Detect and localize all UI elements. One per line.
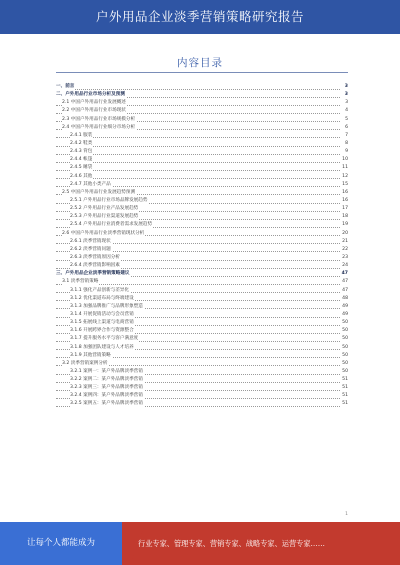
toc-leader-dots [56, 178, 340, 179]
toc-leader-dots [56, 162, 340, 163]
toc-leader-dots [56, 170, 340, 171]
toc-entry-page: 51 [341, 376, 348, 384]
toc-entry[interactable] [56, 319, 348, 327]
toc-entry-title: 3.2.2 案例二：某户外品牌淡季营销 [70, 376, 144, 384]
toc-entry-page: 6 [344, 124, 348, 132]
toc-entry[interactable] [56, 327, 348, 335]
toc-entry[interactable] [56, 99, 348, 107]
toc-entry[interactable] [56, 148, 348, 156]
toc-entry-page: 22 [341, 246, 348, 254]
toc-entry-title: 3.1.1 强化产品创新与差异化 [70, 287, 130, 295]
toc-entry-title: 2.5.3 户外用品行业渠道发展趋势 [70, 213, 139, 221]
toc-entry-title: 3.1.5 拓展线上渠道与电商营销 [70, 319, 135, 327]
toc-entry-title: 3.1 淡季营销策略 [62, 278, 99, 286]
toc-entry-page: 49 [341, 303, 348, 311]
page-number: 1 [345, 512, 348, 517]
toc-entry[interactable] [56, 221, 348, 229]
toc-entry[interactable] [56, 335, 348, 343]
toc-entry[interactable] [56, 303, 348, 311]
toc-entry[interactable] [56, 83, 348, 91]
toc-entry[interactable] [56, 278, 348, 286]
toc-entry[interactable] [56, 392, 348, 400]
toc-entry-title: 2.5.1 户外用品行业市场品牌发展趋势 [70, 197, 148, 205]
toc-entry[interactable] [56, 376, 348, 384]
toc-entry[interactable] [56, 140, 348, 148]
toc-entry-title: 2.1 中国户外用品行业发展概述 [62, 99, 127, 107]
toc-entry-page: 47 [341, 287, 348, 295]
toc-entry-page: 8 [344, 140, 348, 148]
toc-entry-page: 16 [341, 189, 348, 197]
toc-entry-title: 2.4.2 鞋类 [70, 140, 93, 148]
toc-entry-title: 2.5.2 户外用品行业产品发展趋势 [70, 205, 139, 213]
toc-entry-page: 47 [341, 270, 348, 278]
toc-entry-title: 2.4.1 服装 [70, 132, 93, 140]
toc-entry-page: 50 [341, 368, 348, 376]
toc-entry-title: 2.6.1 淡季营销现状 [70, 238, 112, 246]
toc-entry-title: 2.4.7 其他小类产品 [70, 181, 112, 189]
toc-entry-page: 50 [341, 319, 348, 327]
toc-entry[interactable] [56, 270, 348, 278]
toc-entry-title: 2.4 中国户外用品行业细分市场分析 [62, 124, 136, 132]
toc-entry[interactable] [56, 189, 348, 197]
toc-entry-page: 24 [341, 262, 348, 270]
toc-entry-page: 50 [341, 344, 348, 352]
toc-entry-page: 51 [341, 392, 348, 400]
toc-entry[interactable] [56, 384, 348, 392]
toc-divider [56, 72, 348, 73]
toc-entry-page: 50 [341, 352, 348, 360]
toc-entry-title: 3.2.3 案例三：某户外品牌淡季营销 [70, 384, 144, 392]
toc-entry[interactable] [56, 107, 348, 115]
toc-entry-title: 2.2 中国户外用品行业市场现状 [62, 107, 127, 115]
toc-entry-page: 23 [341, 254, 348, 262]
toc-entry-title: 3.1.2 优化渠道布局与终端建设 [70, 295, 135, 303]
toc-entry[interactable] [56, 254, 348, 262]
header-bar [0, 0, 400, 34]
toc-entry[interactable] [56, 311, 348, 319]
toc-entry[interactable] [56, 360, 348, 368]
toc-entry[interactable] [56, 246, 348, 254]
toc-entry[interactable] [56, 91, 348, 99]
toc-entry[interactable] [56, 287, 348, 295]
toc-entry-page: 3 [344, 83, 348, 91]
toc-entry-page: 50 [341, 360, 348, 368]
toc-entry-page: 16 [341, 197, 348, 205]
toc-entry[interactable] [56, 132, 348, 140]
toc-entry[interactable] [56, 400, 348, 408]
toc-entry-page: 12 [341, 173, 348, 181]
toc-leader-dots [56, 89, 340, 90]
toc-entry-title: 2.4.6 其他 [70, 173, 93, 181]
toc-entry-title: 2.3 中国户外用品行业市场规模分析 [62, 116, 136, 124]
toc-entry-page: 48 [341, 295, 348, 303]
toc-entry-title: 2.6.3 淡季营销原因分析 [70, 254, 121, 262]
toc-entry[interactable] [56, 197, 348, 205]
toc-entry-page: 18 [341, 213, 348, 221]
toc-entry[interactable] [56, 124, 348, 132]
toc-entry-title: 2.4.5 睡袋 [70, 164, 93, 172]
report-title: 户外用品企业淡季营销策略研究报告 [95, 9, 304, 24]
toc-entry[interactable] [56, 344, 348, 352]
toc-entry[interactable] [56, 213, 348, 221]
toc-entry[interactable] [56, 352, 348, 360]
toc-entry-title: 2.6.4 淡季营销影响因素 [70, 262, 121, 270]
toc-entry-title: 一、前言 [56, 83, 75, 91]
toc-entry-page: 47 [341, 278, 348, 286]
toc-entry[interactable] [56, 205, 348, 213]
toc-entry-page: 11 [341, 164, 348, 172]
toc-entry-page: 19 [341, 221, 348, 229]
toc-entry[interactable] [56, 295, 348, 303]
footer-banner [0, 522, 400, 565]
toc-entry-page: 50 [341, 327, 348, 335]
toc-entry-page: 5 [344, 116, 348, 124]
toc-entry-title: 2.6 中国户外用品行业淡季营销现状分析 [62, 230, 145, 238]
footer-tagline: 行业专家、管理专家、营销专家、战略专家、运营专家…… [138, 539, 325, 548]
toc-entry[interactable] [56, 156, 348, 164]
toc-entry-title: 2.4.4 帐篷 [70, 156, 93, 164]
toc-entry[interactable] [56, 368, 348, 376]
toc-leader-dots [56, 137, 340, 138]
toc-entry-page: 20 [341, 230, 348, 238]
toc-entry-page: 10 [341, 156, 348, 164]
toc-entry-page: 51 [341, 400, 348, 408]
toc-entry[interactable] [56, 230, 348, 238]
toc-entry-title: 3.2 淡季营销案例分析 [62, 360, 109, 368]
footer-slogan: 让每个人都能成为 [26, 538, 95, 548]
toc-entry-title: 3.1.6 开展跨界合作与资源整合 [70, 327, 135, 335]
toc-entry-title: 2.6.2 淡季营销问题 [70, 246, 112, 254]
toc-entry[interactable] [56, 173, 348, 181]
toc-entry-title: 3.2.4 案例四：某户外品牌淡季营销 [70, 392, 144, 400]
toc-entry-page: 9 [344, 148, 348, 156]
toc-entry[interactable] [56, 181, 348, 189]
toc-entry-title: 3.2.5 案例五：某户外品牌淡季营销 [70, 400, 144, 408]
toc-entry-page: 3 [344, 99, 348, 107]
toc-entry-page: 50 [341, 335, 348, 343]
toc-entry-title: 3.1.4 开展促销活动与会员营销 [70, 311, 135, 319]
toc-entry-title: 3.2.1 案例一：某户外品牌淡季营销 [70, 368, 144, 376]
toc-entry-title: 3.1.9 其他营销策略 [70, 352, 112, 360]
toc-entry-page: 49 [341, 311, 348, 319]
toc-entry-title: 3.1.7 提升服务水平与客户满意度 [70, 335, 139, 343]
toc-entry[interactable] [56, 238, 348, 246]
toc-entry-title: 二、户外用品行业市场分析及预测 [56, 91, 126, 99]
toc-entry-title: 2.5 中国户外用品行业发展趋势预测 [62, 189, 136, 197]
toc-entry-page: 3 [344, 91, 348, 99]
toc-entry-page: 21 [341, 238, 348, 246]
table-of-contents [56, 83, 348, 409]
toc-entry-title: 3.1.3 加强品牌推广与品牌形象塑造 [70, 303, 144, 311]
toc-heading: 内容目录 [177, 57, 223, 69]
toc-entry-title: 2.5.4 户外用品行业消费者需求发展趋势 [70, 221, 153, 229]
toc-entry-title: 三、户外用品企业淡季营销策略建议 [56, 270, 131, 278]
toc-entry-page: 17 [341, 205, 348, 213]
toc-entry[interactable] [56, 164, 348, 172]
toc-entry-page: 51 [341, 384, 348, 392]
toc-entry-title: 2.4.3 背包 [70, 148, 93, 156]
toc-entry-page: 15 [341, 181, 348, 189]
toc-entry-title: 3.1.8 加强团队建设与人才培养 [70, 344, 135, 352]
toc-entry[interactable] [56, 116, 348, 124]
toc-entry[interactable] [56, 262, 348, 270]
toc-leader-dots [56, 146, 340, 147]
toc-entry-page: 7 [344, 132, 348, 140]
toc-leader-dots [56, 154, 340, 155]
toc-entry-page: 4 [344, 107, 348, 115]
